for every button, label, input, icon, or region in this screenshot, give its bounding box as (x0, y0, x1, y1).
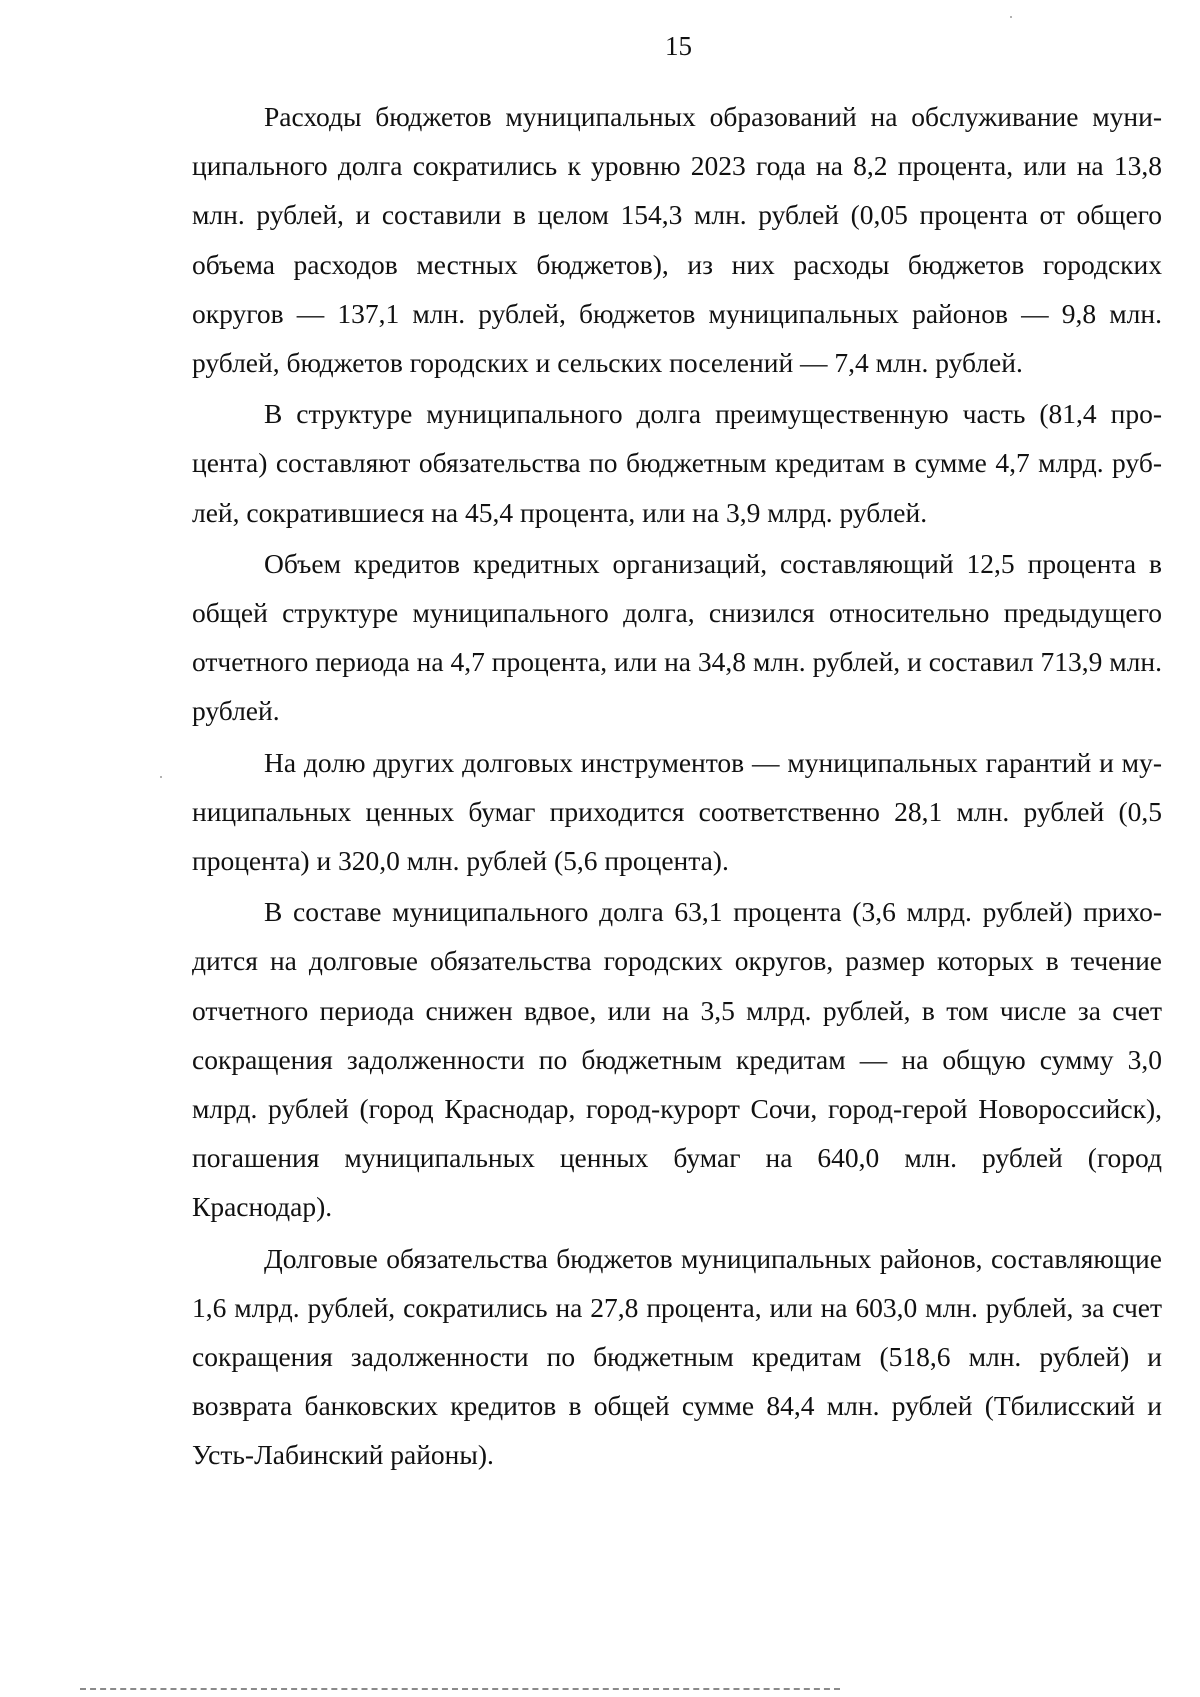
scan-speck (1010, 16, 1012, 18)
paragraph-debt-structure: В структуре муниципального долга преимущественную часть (81,4 процента) составляют обязательства по бюджетным кредитам в сумме 4,7 млрд. рублей, сократившиеся на 45,4 процента, или на 3,9 млрд. рублей. (192, 398, 1162, 528)
paragraph-bank-credits: Объем кредитов кредитных организаций, составляющий 12,5 процента в общей структуре муниципального долга, снизился относительно предыдущего отчетного периода на 4,7 процента, или на 34,8 млн. рублей, и составил 713,9 млн. рублей. (192, 547, 1162, 727)
body-text (192, 92, 1162, 1482)
paragraph-municipal-districts-debt: Долговые обязательства бюджетов муниципальных районов, составляющие 1,6 млрд. рублей, сократились на 27,8 процента, или на 603,0 млн. рублей, за счет сокращения задолженности по бюджетным кредитам (518,6 млн. рублей) и возврата банковских кредитов в общей сумме 84,4 млн. рублей (Тбилисский и Усть-Лабинский районы). (192, 1242, 1162, 1471)
page-number: 15 (665, 31, 692, 61)
paragraph-debt-service-expenses: Расходы бюджетов муниципальных образований на обслуживание муниципального долга сократились к уровню 2023 года на 8,2 процента, или на 13,8 млн. рублей, и составили в целом 154,3 млн. рублей (0,05 процента от общего объема расходов местных бюджетов), из них расходы бюджетов городских округов — 137,1 млн. рублей, бюджетов муниципальных районов — 9,8 млн. рублей, бюджетов городских и сельских поселений — 7,4 млн. рублей. (192, 101, 1162, 379)
paragraph-city-districts-debt: В составе муниципального долга 63,1 процента (3,6 млрд. рублей) приходится на долговые обязательства городских округов, размер которых в течение отчетного периода снижен вдвое, или на 3,5 млрд. рублей, в том числе за счет сокращения задолженности по бюджетным кредитам — на общую сумму 3,0 млрд. рублей (город Краснодар, город-курорт Сочи, город-герой Новороссийск), погашения муниципальных ценных бумаг на 640,0 млн. рублей (город Краснодар). (192, 896, 1162, 1223)
scan-speck (160, 776, 162, 778)
bottom-scan-edge (80, 1688, 840, 1690)
paragraph-guarantees-securities: На долю других долговых инструментов — муниципальных гарантий и муниципальных ценных бумаг приходится соответственно 28,1 млн. рублей (0,5 процента) и 320,0 млн. рублей (5,6 процента). (192, 746, 1162, 877)
